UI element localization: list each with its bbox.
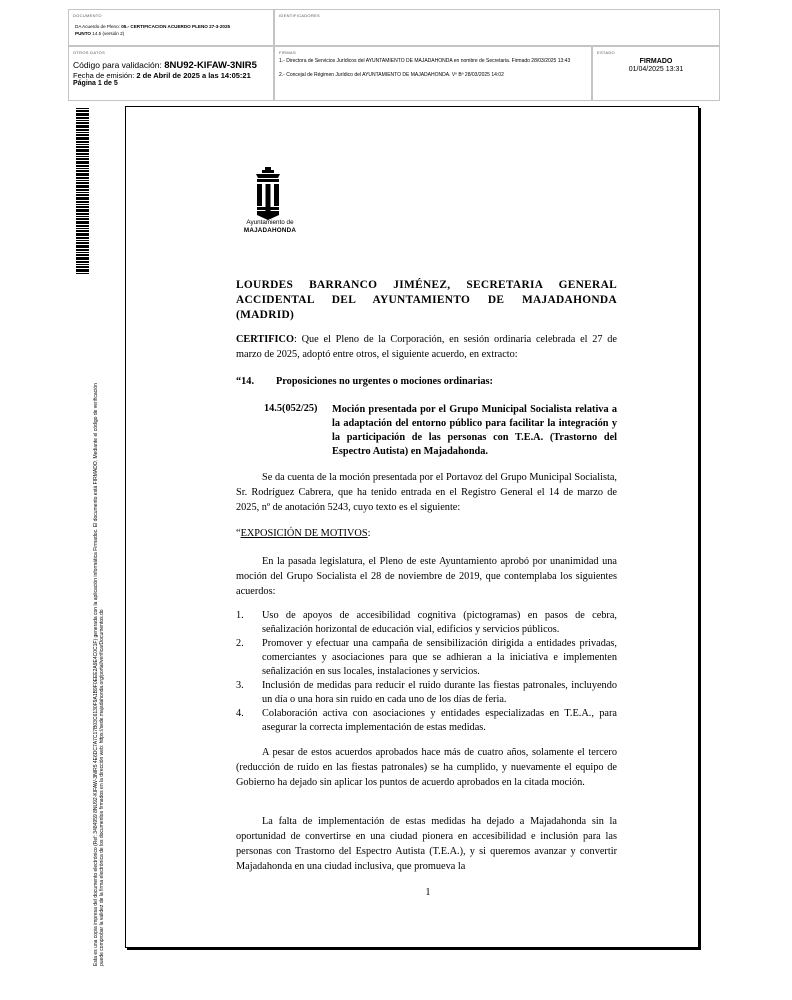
barcode-bar [76,257,89,260]
barcode-bar [76,149,89,152]
barcode-bar [76,273,89,274]
side-note-line2: puede comprobar la validez de la firma electrónica de los documentos firmados en la dirección web: https://sede.majadahonda.org/portal/verificarDocumentos.do [99,609,105,966]
list-item-text: Promover y efectuar una campaña de sensibilización dirigida a entidades privadas, comerciantes y asociaciones para que se adhieran a la iniciativa e implementen señalización en sus locales, instalaciones y servicios. [262,638,617,677]
emission-date: 2 de Abril de 2025 a las 14:05:21 [136,71,251,80]
barcode-bar [76,110,89,112]
documento-prefix: DA Acuerdo de Pleno: [75,24,122,29]
identificadores-box [274,9,720,46]
barcode-bar [76,189,89,191]
barcode-bar [76,264,89,265]
list-item [236,679,617,707]
emission-prefix: Fecha de emisión: [73,71,137,80]
page-number: 1 [425,887,431,898]
barcode-bar [76,201,89,203]
documento-box [68,9,274,46]
barcode-bar [76,125,89,128]
barcode-bar [76,170,89,172]
barcode-bar [76,194,89,196]
barcode-bar [76,254,89,256]
barcode-bar [76,206,89,208]
paragraph-3: A pesar de estos acuerdos aprobados hace más de cuatro años, solamente el tercero (reducción de ruido en las fiestas patronales) se ha cumplido, y nuevamente el equipo de Gobierno ha dejado sin aplicar los puntos de acuerdo aprobados en la citada moción. [236,747,617,788]
barcode-bar [76,180,89,181]
document-title [236,278,617,323]
barcode-bar [76,245,89,248]
barcode-bar [76,233,89,236]
barcode-bar [76,144,89,145]
barcode-bar [76,156,89,157]
validation-prefix: Código para validación: [73,60,165,70]
exposicion-heading [236,528,370,539]
list-item [236,637,617,679]
firmas-box [274,46,592,101]
barcode-bar [76,182,89,184]
list-item-number: 1. [236,610,244,621]
certifico-paragraph [236,332,617,362]
list-item-number: 4. [236,708,244,719]
otros-datos-label: OTROS DATOS [73,50,106,55]
barcode-bar [76,242,89,244]
agreement-list [236,609,617,735]
list-item [236,609,617,637]
estado-box [592,46,720,101]
barcode-bar [76,117,89,119]
barcode [76,108,89,274]
barcode-bar [76,221,89,224]
barcode-bar [76,225,89,227]
list-item-number: 2. [236,638,244,649]
validation-code: 8NU92-KIFAW-3NIR5 [164,60,257,71]
barcode-bar [76,216,89,217]
barcode-bar [76,237,89,239]
barcode-bar [76,213,89,215]
certifico-text: : Que el Pleno de la Corporación, en sesión ordinaria celebrada el 27 de marzo de 2025, adoptó entre otros, el siguiente acuerdo, en extracto: [236,334,617,360]
list-item-text: Colaboración activa con asociaciones y entidades especializadas en T.E.A., para asegurar la correcta implementación de estas medidas. [262,708,617,733]
logo-line2: MAJADAHONDA [243,227,297,234]
barcode-bar [76,168,89,169]
verification-side-note [93,286,105,966]
barcode-bar [76,122,89,124]
certifico-label: CERTIFICO [236,334,294,345]
barcode-bar [76,228,89,229]
barcode-bar [76,146,89,148]
barcode-bar [76,204,89,205]
sub-item-title: Moción presentada por el Grupo Municipal Socialista relativa a la adaptación del entorno público para facilitar la integración y la participación de las personas con T.E.A. (Trastorno del Espectro Autista) en Majadahonda. [332,404,617,457]
logo-line1: Ayuntamiento de [246,219,294,226]
item-number: “14. [236,376,255,387]
barcode-bar [76,108,89,109]
documento-punto: PUNTO [75,31,93,36]
validation-line [73,60,257,71]
estado-label: ESTADO [597,50,615,55]
firma-1: 1.- Directora de Servicios Jurídicos del AYUNTAMIENTO DE MAJADAHONDA en nombre de Secretaria. Firmado 28/03/2025 13:43 [279,58,571,64]
documento-line1 [75,24,230,29]
barcode-bar [76,120,89,121]
title-line1: LOURDES BARRANCO JIMÉNEZ, SECRETARIA GENERAL [236,279,617,291]
barcode-bar [76,173,89,176]
list-item [236,707,617,735]
documento-version: 14.5 (versión 2) [92,31,125,36]
exposicion-title: EXPOSICIÓN DE MOTIVOS [240,528,368,539]
list-item-text: Inclusión de medidas para reducir el ruido durante las fiestas patronales, incluyendo un día o una hora sin ruido en cada uno de los días de feria. [262,680,617,705]
firmas-label: FIRMAS [279,50,296,55]
firma-2: 2.- Concejal de Régimen Jurídico del AYUNTAMIENTO DE MAJADAHONDA. Vº Bº 28/03/2025 14:02 [279,72,504,78]
barcode-bar [76,252,89,253]
list-item-number: 3. [236,680,244,691]
barcode-bar [76,161,89,164]
identificadores-label: IDENTIFICADORES [279,13,320,18]
exposicion-colon: : [367,528,371,539]
barcode-bar [76,185,89,188]
paragraph-1: Se da cuenta de la moción presentada por el Portavoz del Grupo Municipal Socialista, Sr. Rodríguez Cabrera, que ha tenido entrada en el Registro General el 14 de marzo de 2025, nº de anotación 5243, cuyo texto es el siguiente: [236,472,617,513]
barcode-bar [76,261,89,263]
barcode-bar [76,249,89,251]
page-count: Página 1 de 5 [73,80,118,87]
barcode-bar [76,165,89,167]
item-title: Proposiciones no urgentes o mociones ordinarias: [276,376,493,387]
barcode-bar [76,141,89,143]
barcode-bar [76,113,89,116]
title-line2: ACCIDENTAL DEL AYUNTAMIENTO DE MAJADAHONDA (MADRID) [236,294,617,321]
barcode-bar [76,197,89,200]
exposicion-quote: “ [236,528,241,539]
barcode-bar [76,137,89,140]
otros-datos-box [68,46,274,101]
barcode-bar [76,230,89,232]
barcode-bar [76,218,89,220]
emission-line [73,71,251,80]
barcode-bar [76,158,89,160]
barcode-bar [76,240,89,241]
barcode-bar [76,209,89,212]
barcode-bar [76,153,89,155]
paragraph-2: En la pasada legislatura, el Pleno de este Ayuntamiento aprobó por unanimidad una moción del Grupo Socialista el 28 de noviembre de 2019, que contemplaba los siguientes acuerdos: [236,556,617,597]
barcode-bar [76,134,89,136]
item-heading [236,376,493,387]
documento-title: 05.- CERTIFICACION ACUERDO PLENO 27-3-2025 [121,24,231,29]
barcode-bar [76,177,89,179]
barcode-bar [76,192,89,193]
side-note-line1: Esta es una copia impresa del documento electrónico (Ref: 3484959 8NU92-KIFAW-3NIR5 4E6DC7A7C17B03C6130F9A1B9F0EEE2A9E4C0C1F) generada con la aplicación informática Firmadoc. El documento está FIRMADO. Mediante el código de verificación [93,383,99,966]
estado-value: FIRMADO [639,58,673,65]
documento-label: DOCUMENTO [73,13,102,18]
barcode-bar [76,129,89,131]
barcode-bar [76,266,89,268]
paragraph-4: La falta de implementación de estas medidas ha dejado a Majadahonda sin la oportunidad de convertirse en una ciudad pionera en accesibilidad e inclusión para las personas con Trastorno del Espectro Autista (T.E.A.), y si queremos avanzar y convertir Majadahonda en una ciudad inclusiva, que promueva la [236,816,617,872]
estado-date: 01/04/2025 13:31 [628,66,684,73]
documento-line2 [75,31,124,36]
sub-item-number: 14.5(052/25) [264,403,318,414]
barcode-bar [76,269,89,272]
list-item-text: Uso de apoyos de accesibilidad cognitiva (pictogramas) en pasos de cebra, señalización horizontal de educación vial, edificios y servicios públicos. [262,610,617,635]
barcode-bar [76,132,89,133]
